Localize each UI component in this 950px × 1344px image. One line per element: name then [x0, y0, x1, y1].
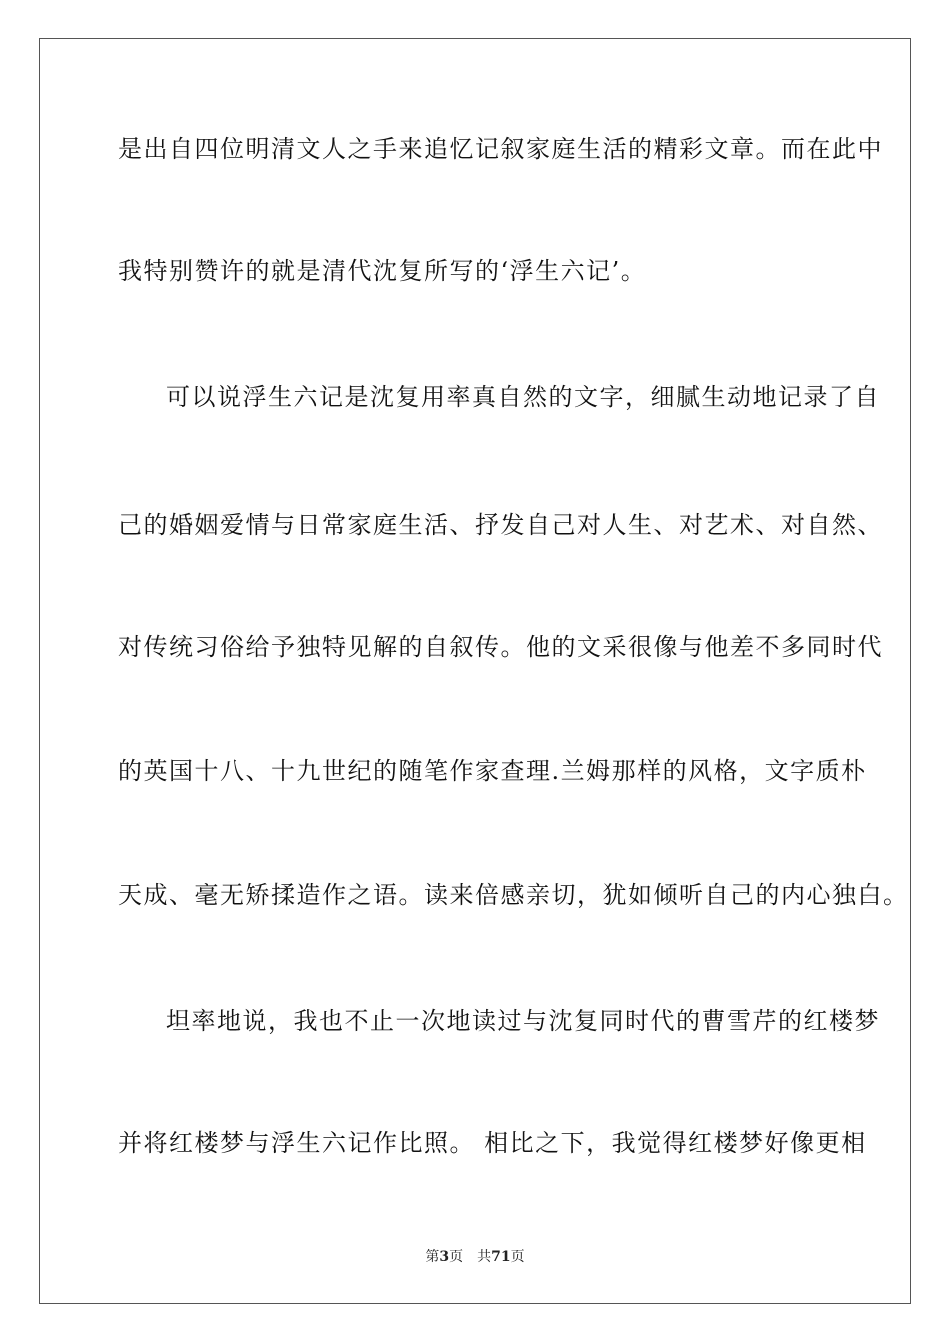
- paragraph-start-line: 可以说浮生六记是沈复用率真自然的文字，细腻生动地记录了自: [166, 383, 880, 411]
- page-border: [39, 38, 911, 1304]
- text-line: 并将红楼梦与浮生六记作比照。 相比之下，我觉得红楼梦好像更相: [118, 1129, 867, 1157]
- total-pages: 71: [491, 1249, 511, 1265]
- paragraph-start-line: 坦率地说，我也不止一次地读过与沈复同时代的曹雪芹的红楼梦: [166, 1007, 880, 1035]
- page-number: 3: [439, 1249, 450, 1265]
- text-line: 对传统习俗给予独特见解的自叙传。他的文采很像与他差不多同时代: [118, 633, 883, 661]
- text-line: 是出自四位明清文人之手来追忆记叙家庭生活的精彩文章。而在此中: [118, 135, 883, 163]
- text-line: 的英国十八、十九世纪的随笔作家查理.兰姆那样的风格，文字质朴: [118, 757, 867, 785]
- page-footer: [0, 1248, 950, 1266]
- page-prefix: 第: [425, 1249, 440, 1265]
- text-line: 天成、毫无矫揉造作之语。读来倍感亲切，犹如倾听自己的内心独白。: [118, 881, 909, 909]
- text-line: 我特别赞许的就是清代沈复所写的‘浮生六记’。: [118, 257, 647, 285]
- page-suffix: 页: [449, 1249, 464, 1265]
- text-line: 己的婚姻爱情与日常家庭生活、抒发自己对人生、对艺术、对自然、: [118, 511, 883, 539]
- total-prefix: 共: [477, 1249, 492, 1265]
- total-suffix: 页: [510, 1249, 525, 1265]
